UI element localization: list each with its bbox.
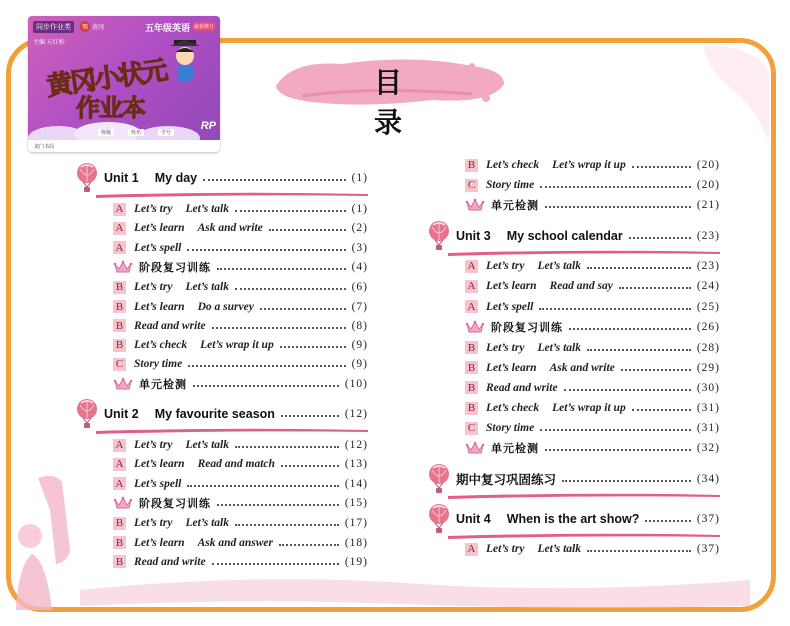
publisher-suffix: 黄冈: [92, 25, 105, 31]
cover-publisher: 龙门书局: [34, 144, 55, 150]
section-badge: B: [113, 517, 126, 530]
item-title: Read and write: [134, 319, 206, 332]
series-tag: 同步作业类: [33, 21, 74, 33]
crown-icon: [465, 441, 485, 455]
item-title: Let’s try: [134, 203, 173, 215]
item-title: Let’s talk: [537, 260, 581, 273]
dot-leader: [235, 516, 339, 526]
review-label: 单元检测: [139, 377, 187, 391]
dot-leader: [540, 178, 691, 188]
dot-leader: [619, 279, 691, 289]
section-badge: C: [465, 422, 478, 435]
dot-leader: [260, 300, 346, 310]
unit-title: [456, 470, 556, 488]
dot-leader: [569, 320, 691, 330]
unit-underline: [96, 187, 368, 201]
dot-leader: [235, 202, 346, 212]
page-number: (20): [696, 179, 720, 192]
unit-name: My school calendar: [506, 229, 623, 244]
item-title: Let’s try: [134, 439, 173, 451]
unit-title: [456, 229, 623, 243]
toc-item-row[interactable]: [465, 379, 720, 397]
section-badge: A: [113, 439, 126, 452]
page-number: (30): [696, 381, 720, 394]
page-number: (10): [344, 377, 368, 390]
section-badge: A: [113, 241, 126, 254]
crown-icon: [465, 198, 485, 212]
toc-item-row[interactable]: [465, 298, 720, 316]
page-number: (31): [696, 402, 720, 414]
page-number: (7): [351, 300, 368, 313]
section-badge: A: [113, 458, 126, 471]
dot-leader: [632, 158, 691, 168]
dot-leader: [281, 457, 339, 467]
dot-leader: [235, 280, 346, 290]
review-label: 阶段复习训练: [139, 496, 211, 510]
item-title: Let’s wrap it up: [200, 339, 274, 352]
review-label: 阶段复习训练: [139, 260, 211, 274]
page-number: (24): [696, 280, 720, 293]
toc-item-row[interactable]: [113, 317, 368, 335]
item-title: Let’s check: [134, 339, 188, 352]
item-title: Let’s check: [486, 402, 540, 414]
dot-leader: [545, 441, 691, 451]
unit-label: Unit 3: [456, 229, 491, 244]
item-title: Story time: [134, 358, 183, 371]
item-title: Let’s learn: [134, 222, 185, 235]
page-number: (37): [696, 513, 720, 526]
crown-icon: [113, 377, 133, 391]
toc-review-row[interactable]: [113, 375, 368, 393]
dot-leader: [212, 555, 339, 565]
page-number: (26): [696, 320, 720, 333]
page-number: (23): [696, 260, 720, 273]
rp-logo: RP: [200, 120, 216, 132]
section-badge: B: [465, 361, 478, 374]
page-number: (25): [696, 300, 720, 313]
dot-leader: [193, 377, 339, 387]
toc-item-row[interactable]: [113, 455, 368, 473]
dot-leader: [279, 536, 339, 546]
unit-label: Unit 4: [456, 512, 491, 527]
item-title: Read and say: [549, 280, 613, 293]
item-title: Let’s try: [486, 341, 525, 354]
dot-leader: [539, 300, 690, 310]
dot-leader: [587, 542, 691, 552]
unit-title: [104, 407, 275, 421]
dot-leader: [587, 259, 691, 269]
section-badge: A: [465, 300, 478, 313]
page-number: (17): [344, 517, 368, 530]
section-badge: C: [465, 179, 478, 192]
section-badge: A: [465, 280, 478, 293]
toc-item-row[interactable]: [465, 399, 720, 417]
section-badge: B: [113, 536, 126, 549]
dot-leader: [235, 438, 339, 448]
item-title: Let’s talk: [185, 517, 229, 530]
toc-review-row[interactable]: [113, 494, 368, 512]
page-number: (9): [351, 339, 368, 352]
dot-leader: [203, 171, 345, 181]
toc-item-row[interactable]: [113, 239, 368, 257]
balloon-icon: [428, 504, 450, 534]
page-number: (12): [344, 408, 368, 420]
toc-item-row[interactable]: [113, 534, 368, 552]
toc-item-row[interactable]: [465, 277, 720, 295]
item-title: Let’s spell: [134, 241, 182, 254]
item-title: Do a survey: [197, 300, 254, 313]
page-number: (23): [696, 230, 720, 243]
item-title: Let’s check: [486, 159, 540, 171]
item-title: Ask and write: [197, 222, 263, 235]
balloon-icon: [76, 399, 98, 429]
page-number: (15): [344, 496, 368, 509]
toc-item-row[interactable]: [465, 339, 720, 357]
section-badge: A: [113, 203, 126, 216]
crown-icon: [465, 320, 485, 334]
toc-item-row[interactable]: [113, 475, 368, 493]
page-number: (2): [351, 222, 368, 235]
toc-item-row[interactable]: [113, 355, 368, 373]
section-badge: B: [113, 555, 126, 568]
page-number: (1): [351, 203, 368, 215]
item-title: Let’s talk: [537, 341, 581, 354]
unit-name: My day: [154, 171, 198, 185]
unit-title: [104, 171, 197, 185]
toc-item-row[interactable]: [465, 257, 720, 275]
unit-label: Unit 1: [104, 171, 139, 185]
toc-item-row[interactable]: [465, 540, 720, 558]
section-badge: B: [113, 281, 126, 294]
toc-item-row[interactable]: [113, 200, 368, 218]
cover-title-line2: 作业本: [76, 94, 145, 122]
item-title: Read and write: [134, 555, 206, 568]
page-number: (29): [696, 361, 720, 374]
unit-label: Unit 2: [104, 407, 139, 421]
dot-leader: [629, 229, 691, 239]
dot-leader: [188, 357, 345, 367]
balloon-icon: [428, 221, 450, 251]
page-number: (21): [696, 199, 720, 212]
corner-decoration: [683, 42, 773, 152]
toc-review-row[interactable]: [113, 258, 368, 276]
page-number: (31): [696, 422, 720, 435]
page-number: (32): [696, 442, 720, 455]
bottom-brush-decoration: [60, 566, 760, 610]
dot-leader: [540, 421, 691, 431]
item-title: Ask and write: [549, 361, 615, 374]
page-number: (3): [351, 241, 368, 254]
page-number: (37): [696, 543, 720, 556]
dot-leader: [545, 198, 691, 208]
section-badge: A: [113, 222, 126, 235]
toc-item-row[interactable]: [465, 156, 720, 174]
page-number: (28): [696, 341, 720, 354]
cover-field-name: 姓名: [128, 129, 144, 136]
page-number: (6): [351, 281, 368, 294]
item-title: Let’s wrap it up: [552, 159, 626, 171]
item-title: Let’s talk: [185, 281, 229, 294]
page-number: (20): [696, 159, 720, 171]
section-badge: B: [465, 341, 478, 354]
dot-leader: [621, 361, 691, 371]
section-badge: B: [465, 402, 478, 415]
dot-leader: [217, 260, 346, 270]
toc-item-row[interactable]: [465, 176, 720, 194]
page-title-block: [272, 56, 508, 139]
page-number: (12): [344, 439, 368, 451]
section-badge: B: [465, 381, 478, 394]
item-title: Let’s learn: [134, 536, 185, 549]
cover-field-class: 班级: [98, 129, 114, 136]
toc-review-row[interactable]: [465, 439, 720, 457]
page-number: (9): [351, 358, 368, 371]
item-title: Let’s try: [134, 281, 173, 294]
dot-leader: [632, 401, 691, 411]
book-cover-thumbnail: [28, 16, 220, 152]
section-badge: A: [465, 260, 478, 273]
unit-underline: [448, 488, 720, 502]
edition-badge: 最新修订: [193, 24, 214, 30]
balloon-icon: [428, 464, 450, 494]
dot-leader: [187, 477, 338, 487]
page-number: (8): [351, 319, 368, 332]
item-title: Read and write: [486, 381, 558, 394]
page-number: (19): [344, 555, 368, 568]
section-badge: A: [113, 477, 126, 490]
dot-leader: [269, 221, 346, 231]
page-number: (13): [344, 458, 368, 471]
dot-leader: [217, 496, 339, 506]
toc-item-row[interactable]: [113, 514, 368, 532]
item-title: Story time: [486, 422, 535, 435]
item-title: Ask and answer: [197, 536, 273, 549]
dot-leader: [587, 341, 691, 351]
dot-leader: [281, 407, 339, 417]
balloon-icon: [76, 163, 98, 193]
student-mascot-icon: [166, 38, 204, 84]
dot-leader: [562, 472, 691, 482]
item-title: Let’s try: [486, 543, 525, 556]
unit-underline: [96, 423, 368, 437]
page-number: (1): [351, 172, 368, 184]
toc-item-row[interactable]: [113, 336, 368, 354]
page-number: (14): [344, 477, 368, 490]
item-title: Let’s try: [134, 517, 173, 530]
section-badge: B: [465, 159, 478, 172]
review-label: 阶段复习训练: [491, 320, 563, 334]
item-title: Read and match: [197, 458, 275, 471]
section-badge: C: [113, 358, 126, 371]
unit-name: When is the art show?: [506, 512, 640, 527]
dot-leader: [645, 512, 690, 522]
toc-review-row[interactable]: [465, 318, 720, 336]
item-title: Let’s learn: [134, 300, 185, 313]
toc-item-row[interactable]: [465, 419, 720, 437]
dot-leader: [564, 381, 691, 391]
item-title: Let’s learn: [134, 458, 185, 471]
review-label: 单元检测: [491, 442, 539, 456]
toc-item-row[interactable]: [113, 553, 368, 571]
item-title: Let’s talk: [537, 543, 581, 556]
section-badge: B: [113, 339, 126, 352]
unit-name: My favourite season: [154, 407, 275, 421]
unit-title: [456, 512, 639, 526]
crown-icon: [113, 496, 133, 510]
toc-item-row[interactable]: [113, 298, 368, 316]
item-title: Let’s spell: [486, 300, 534, 313]
toc-item-row[interactable]: [113, 436, 368, 454]
page-number: (18): [344, 536, 368, 549]
item-title: Let’s spell: [134, 477, 182, 490]
section-badge: B: [113, 300, 126, 313]
review-label: 单元检测: [491, 199, 539, 213]
toc-item-row[interactable]: [113, 278, 368, 296]
section-badge: A: [465, 543, 478, 556]
cover-title-line1: 黄冈小状元: [44, 55, 168, 103]
page-number: (4): [351, 260, 368, 273]
unit-label: 期中复习巩固练习: [456, 473, 557, 488]
page-number: (34): [696, 473, 720, 486]
item-title: Let’s learn: [486, 361, 537, 374]
toc-item-row[interactable]: [465, 359, 720, 377]
section-badge: B: [113, 319, 126, 332]
item-title: Let’s try: [486, 260, 525, 273]
toc-review-row[interactable]: [465, 196, 720, 214]
dot-leader: [187, 241, 345, 251]
dot-leader: [280, 338, 346, 348]
crown-icon: [113, 260, 133, 274]
publisher-badge: 鄂: [80, 21, 90, 32]
toc-item-row[interactable]: [113, 219, 368, 237]
item-title: Story time: [486, 179, 535, 192]
page-title: 目 录: [373, 66, 414, 139]
cover-field-id: 学号: [158, 129, 174, 136]
item-title: Let’s talk: [185, 203, 229, 215]
cover-footer-bar: [28, 140, 220, 152]
item-title: Let’s wrap it up: [552, 402, 626, 414]
grade-label: 五年级英语: [144, 23, 190, 33]
editor-label: 主编 方红柏: [33, 40, 65, 46]
dot-leader: [212, 319, 346, 329]
item-title: Let’s talk: [185, 439, 229, 451]
item-title: Let’s learn: [486, 280, 537, 293]
